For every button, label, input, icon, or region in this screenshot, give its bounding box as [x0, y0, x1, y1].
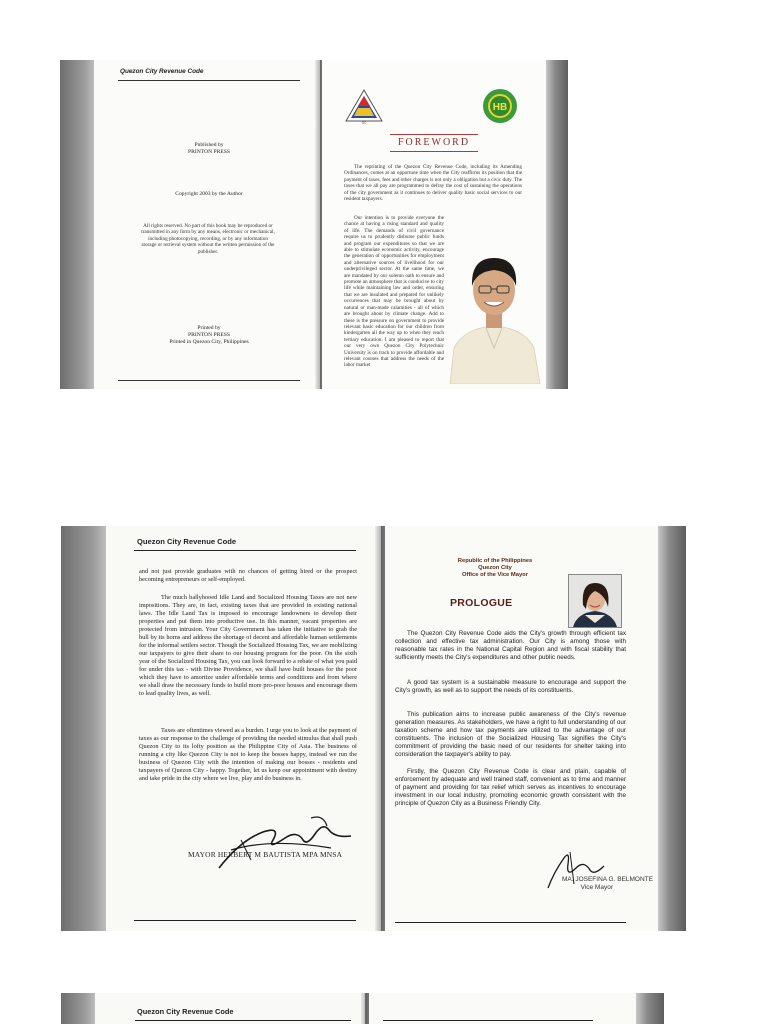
scan-border-right	[658, 526, 686, 931]
header-rule-right	[383, 1020, 593, 1021]
title-rule-bottom	[390, 151, 478, 152]
partial-left-page	[95, 993, 365, 1024]
vice-mayor-title: Vice Mayor	[580, 884, 613, 891]
letterhead	[425, 558, 565, 580]
prologue-paragraph-2: A good tax system is a sustainable measure to encourage and support the City's growth, as well as to support the needs of its constituents.	[395, 679, 626, 695]
foreword-cont-paragraph-1: and not just provide graduates with no chances of getting hired or the prospect becoming entrepreneurs or self-employed.	[139, 568, 357, 583]
scan-border-right	[636, 993, 664, 1024]
printed-by-label: Printed by	[197, 325, 221, 331]
qc-logo	[344, 88, 384, 124]
vice-mayor-name: MA. JOSEFINA G. BELMONTE	[561, 876, 653, 883]
prologue-page	[385, 526, 658, 931]
footer-rule	[395, 922, 626, 923]
vice-mayor-portrait	[568, 574, 622, 628]
scan-spread-foreword	[60, 60, 568, 389]
scan-border-right	[546, 60, 568, 389]
prologue-paragraph-3: This publication aims to increase public awareness of the City's revenue generation measures. As stakeholders, we have a right to full understanding of our taxation scheme and how tax payments are utilized to the advantage of our constituents. The inclusion of the Socialized Housing Tax signifies the City's commitment of providing the basic need of our residents for shelter taking into consideration the taxpayer's ability to pay.	[395, 711, 626, 759]
rights-statement: All rights reserved. No part of this book may be reproduced or transmitted in any form by any means, electronic or mechanical, including photocopying, recording, or by any information storage or retrieval system without the written permission of the publisher.	[141, 223, 275, 255]
foreword-title: FOREWORD	[397, 137, 471, 148]
mayor-portrait	[444, 236, 544, 384]
running-header: Quezon City Revenue Code	[137, 1007, 234, 1016]
foreword-paragraph-1: The reprinting of the Quezon City Revenue Code, including its Amending Ordinances, comes at an opportune time when the City reaffirms its position that the payment of taxes, fees and other charges is not only a obligation but a civic duty. The taxes that we all pay are programmed to defray the cost of sustaining the operations of the city government as it continues to deliver quality basic social services to our resident taxpayers.	[344, 164, 522, 203]
header-rule	[118, 80, 300, 81]
letterhead-city: Quezon City	[478, 565, 512, 572]
scan-border-left	[61, 526, 106, 931]
hb-seal-text: HB	[492, 102, 508, 113]
copyright-line: Copyright 2003 by the Author	[175, 191, 243, 197]
scan-border-left	[61, 993, 95, 1024]
copyright-page	[94, 60, 320, 389]
foreword-continued-page	[106, 526, 381, 931]
printer-name: PRINTON PRESS	[187, 332, 231, 338]
published-by-label: Published by	[194, 142, 224, 148]
published-block	[124, 142, 294, 156]
prologue-paragraph-1: The Quezon City Revenue Code aids the City's growth through efficient tax collection and effective tax administration. Our City is among those with reasonable tax rates in the National Capital Region and with fiscal stability that sufficiently meets the City's expenditures and other public needs.	[395, 630, 626, 662]
running-header: Quezon City Revenue Code	[137, 537, 237, 546]
printed-in: Printed in Quezon City, Philippines	[169, 339, 249, 345]
header-rule	[135, 1020, 351, 1021]
header-rule	[134, 550, 356, 551]
hb-seal	[482, 88, 518, 124]
foreword-cont-paragraph-2: The much ballyhooed Idle Land and Socialized Housing Taxes are not new impositions. They are, in fact, existing taxes that are provided in existing national laws. The Idle Land Tax is imposed to encourage landowners to develop their properties and put them into productive use. In this manner, vacant properties are protected from intrusion. Your City Government has taken the initiative to grab the bull by its horns and address the shortage of decent and affordable human settlements for the informal settlers sector. Though the Socialized Housing Tax, we are mobilizing our taxpayers to give their share to our housing program for the poor. On the sixth year of the Socialized Housing Tax, you can look forward to a rebate of what you paid for under this tax - with Divine Providence, we shall have built houses for the poor which they have to amortize under affordable terms and conditions and from where we shall draw the necessary funds to build more pro-poor houses and encourage them to lead quality lives, as well.	[139, 594, 357, 697]
vice-mayor-signatory	[485, 876, 653, 892]
qc-logo-text: QC	[361, 120, 367, 124]
mayor-signatory: MAYOR HERBERT M BAUTISTA MPA MNSA	[188, 850, 343, 859]
partial-right-page	[369, 993, 636, 1024]
scan-spread-partial	[61, 993, 664, 1024]
title-rule-top	[390, 134, 478, 135]
publisher-name: PRINTON PRESS	[187, 149, 231, 155]
scan-spread-prologue	[61, 526, 686, 931]
footer-rule	[134, 920, 356, 921]
foreword-paragraph-2: Our intention is to provide everyone the chance at having a rising standard and quality of life. The demands of civil governance require us to prudently disburse public funds and program our expenditures so that we are able to stimulate economic activity, encourage the generation of opportunities for employment and alternative sources of livelihood for our underprivileged sector. At the same time, we are mandated by our solemn oath to ensure and promote an atmosphere that is conducive to city life while maintaining law and order, ensuring that we are insulated and prepared for unlikely occurrences that may be brought about by natural or man-made calamities - all of which are brought about by climate change. Add to these is the pressure on government to provide relevant basic education for our children from kindergarten all the way up to when they reach tertiary education. I am pleased to report that our very own Quezon City Polytechnic University is on track to provide affordable and relevant courses that address the needs of the labor market	[344, 215, 444, 369]
printed-block	[124, 325, 294, 346]
letterhead-office: Office of the Vice Mayor	[462, 572, 528, 579]
prologue-paragraph-4: Firstly, the Quezon City Revenue Code is clear and plain, capable of enforcement by adequate and well trained staff, convenient as to time and manner of payment and providing for tax relief which serves as incentives to encourage investment in our local industry, promoting economic growth consistent with the principle of Quezon City as a Business Friendly City.	[395, 768, 626, 808]
scan-border-left	[60, 60, 94, 389]
mayor-signature	[211, 810, 361, 872]
foreword-page	[322, 60, 546, 389]
footer-rule	[118, 380, 300, 381]
prologue-title: PROLOGUE	[450, 597, 513, 609]
foreword-cont-paragraph-3: Taxes are oftentimes viewed as a burden. I urge you to look at the payment of taxes as our response to the challenge of providing the needed stimulus that shall push Quezon City to its lofty position as the Philippine City of Asia. The business of running a city like Quezon City is not to keep the bosses happy, instead we run the business of Quezon City with the intention of making our bosses - residents and taxpayers of Quezon City - happy. Together, let us keep our appointment with destiny and take pride in the city where we live, play and do business in.	[139, 727, 357, 782]
running-header: Quezon City Revenue Code	[120, 68, 204, 75]
letterhead-republic: Republic of the Philippines	[457, 558, 533, 564]
